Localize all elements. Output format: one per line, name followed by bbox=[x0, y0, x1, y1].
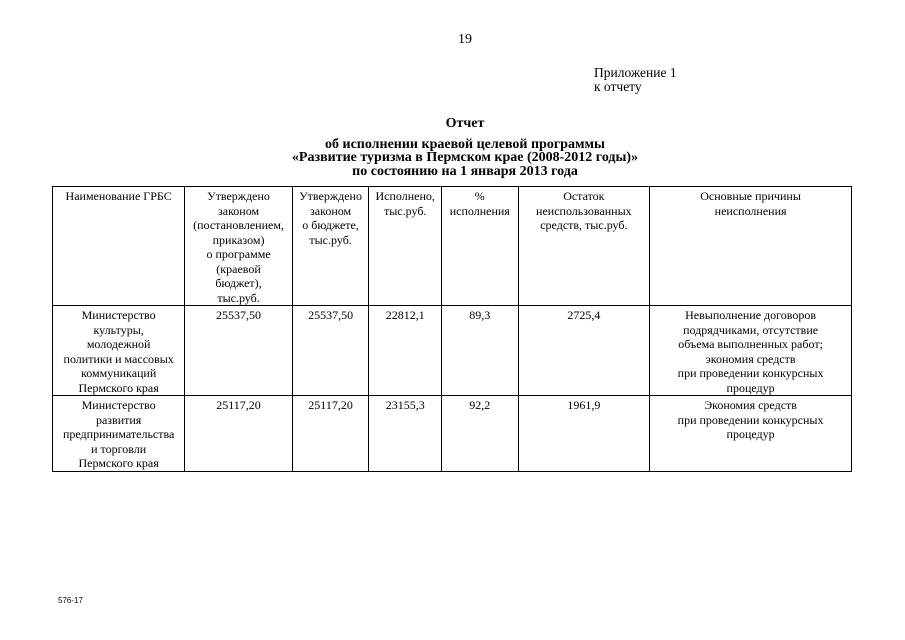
header-percent: % исполнения bbox=[442, 187, 519, 306]
report-title-line-1: об исполнении краевой целевой программы bbox=[325, 136, 605, 152]
appendix-line-2: к отчету bbox=[594, 79, 642, 94]
header-approved-program: Утверждено законом (постановлением, приказом) о программе (краевой бюджет), тыс.руб. bbox=[185, 187, 292, 306]
footer-code: 576-17 bbox=[58, 596, 83, 605]
header-approved-budget: Утверждено законом о бюджете, тыс.руб. bbox=[292, 187, 369, 306]
cell-remainder: 1961,9 bbox=[518, 396, 650, 472]
header-reasons: Основные причины неисполнения bbox=[650, 187, 852, 306]
appendix-line-1: Приложение 1 bbox=[594, 65, 677, 80]
report-title-line-3: по состоянию на 1 января 2013 года bbox=[352, 163, 578, 179]
cell-executed: 23155,3 bbox=[369, 396, 442, 472]
table-row bbox=[53, 396, 852, 472]
header-executed: Исполнено, тыс.руб. bbox=[369, 187, 442, 306]
report-title-main: Отчет bbox=[445, 116, 485, 131]
cell-grbs-name: Министерство развития предпринимательства и торговли Пермского края bbox=[53, 396, 185, 472]
cell-approved-program: 25537,50 bbox=[185, 306, 292, 396]
report-title bbox=[200, 117, 730, 178]
cell-approved-program: 25117,20 bbox=[185, 396, 292, 472]
cell-remainder: 2725,4 bbox=[518, 306, 650, 396]
cell-percent: 89,3 bbox=[442, 306, 519, 396]
cell-executed: 22812,1 bbox=[369, 306, 442, 396]
page-number: 19 bbox=[458, 32, 472, 47]
cell-approved-budget: 25537,50 bbox=[292, 306, 369, 396]
report-title-line-2: «Развитие туризма в Пермском крае (2008-2012 годы)» bbox=[291, 150, 639, 165]
header-remainder: Остаток неиспользованных средств, тыс.руб. bbox=[518, 187, 650, 306]
table-row bbox=[53, 306, 852, 396]
cell-approved-budget: 25117,20 bbox=[292, 396, 369, 472]
cell-reasons: Экономия средств при проведении конкурсных процедур bbox=[650, 396, 852, 472]
cell-grbs-name: Министерство культуры, молодежной политики и массовых коммуникаций Пермского края bbox=[53, 306, 185, 396]
header-grbs-name: Наименование ГРБС bbox=[53, 187, 185, 306]
appendix-note bbox=[594, 66, 677, 94]
report-table bbox=[52, 186, 852, 472]
cell-reasons: Невыполнение договоров подрядчиками, отсутствие объема выполненных работ; экономия средств при проведении конкурсных процедур bbox=[650, 306, 852, 396]
table-header-row bbox=[53, 187, 852, 306]
cell-percent: 92,2 bbox=[442, 396, 519, 472]
